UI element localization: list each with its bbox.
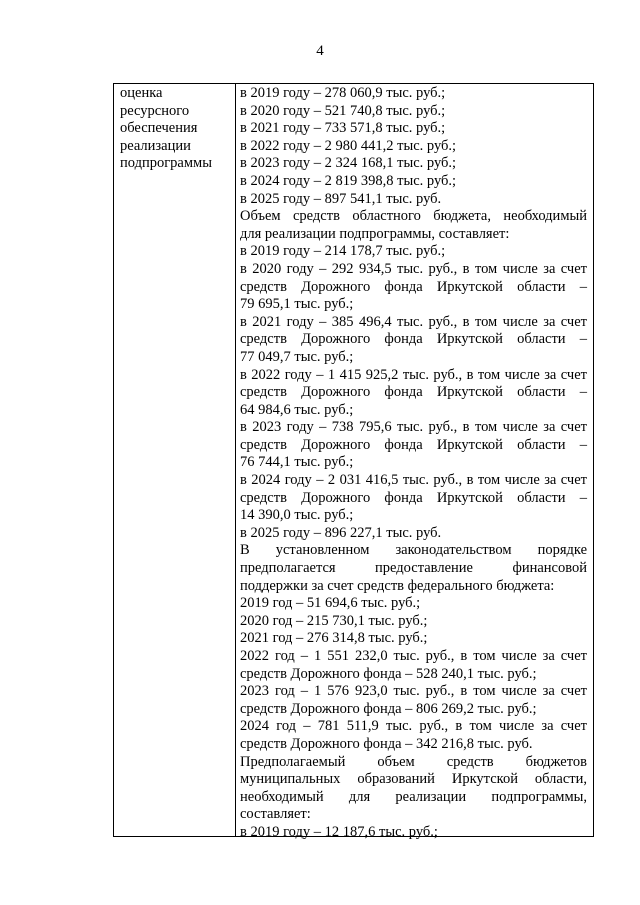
content-line: для реализации подпрограммы, составляет: <box>240 225 510 242</box>
label-line: обеспечения <box>120 120 198 137</box>
content-line: В установленном законодательством порядке <box>240 542 587 559</box>
content-line: в 2021 году – 385 496,4 тыс. руб., в том числе за счет <box>240 313 587 330</box>
content-line: в 2019 году – 12 187,6 тыс. руб.; <box>240 823 438 840</box>
content-line: в 2022 году – 2 980 441,2 тыс. руб.; <box>240 137 457 154</box>
content-line: в 2025 году – 896 227,1 тыс. руб. <box>240 524 442 541</box>
label-line: подпрограммы <box>120 155 212 172</box>
table-content-cell <box>240 85 587 842</box>
resource-table <box>113 83 594 840</box>
label-line: ресурсного <box>120 102 190 119</box>
content-line: 2020 год – 215 730,1 тыс. руб.; <box>240 612 428 629</box>
content-line: в 2024 году – 2 031 416,5 тыс. руб., в том числе за счет <box>240 472 587 489</box>
content-line: в 2019 году – 278 060,9 тыс. руб.; <box>240 85 446 101</box>
content-line: в 2019 году – 214 178,7 тыс. руб.; <box>240 243 446 260</box>
content-line: 2023 год – 1 576 923,0 тыс. руб., в том числе за счет <box>240 683 587 700</box>
content-line: необходимый для реализации подпрограммы, <box>240 788 587 805</box>
content-line: 77 049,7 тыс. руб.; <box>240 348 354 365</box>
content-line: поддержки за счет средств федерального бюджета: <box>240 577 555 594</box>
content-line: 14 390,0 тыс. руб.; <box>240 507 354 524</box>
label-line: оценка <box>120 85 163 101</box>
column-divider <box>235 84 236 836</box>
content-line: 64 984,6 тыс. руб.; <box>240 401 354 418</box>
content-line: предполагается предоставление финансовой <box>240 560 587 577</box>
content-line: муниципальных образований Иркутской области, <box>240 771 587 788</box>
content-line: в 2023 году – 738 795,6 тыс. руб., в том числе за счет <box>240 419 587 436</box>
page-number: 4 <box>316 43 324 59</box>
table-label-cell <box>120 85 232 173</box>
content-line: в 2020 году – 292 934,5 тыс. руб., в том числе за счет <box>240 260 587 277</box>
content-line: составляет: <box>240 806 311 823</box>
label-line: реализации <box>120 137 191 154</box>
content-line: в 2023 году – 2 324 168,1 тыс. руб.; <box>240 155 457 172</box>
content-line: 2024 год – 781 511,9 тыс. руб., в том числе за счет <box>240 718 587 735</box>
content-line: средств Дорожного фонда Иркутской области – <box>240 331 587 348</box>
content-line: 2019 год – 51 694,6 тыс. руб.; <box>240 595 421 612</box>
content-line: 2022 год – 1 551 232,0 тыс. руб., в том числе за счет <box>240 648 587 664</box>
content-line: средств Дорожного фонда Иркутской области – <box>240 489 587 506</box>
content-line: в 2022 году – 1 415 925,2 тыс. руб., в том числе за счет <box>240 366 587 383</box>
content-line: в 2024 году – 2 819 398,8 тыс. руб.; <box>240 172 457 189</box>
content-line: 2021 год – 276 314,8 тыс. руб.; <box>240 630 428 647</box>
content-line: средств Дорожного фонда – 528 240,1 тыс. руб.; <box>240 665 537 682</box>
content-line: средств Дорожного фонда Иркутской области – <box>240 436 587 453</box>
content-line: в 2020 году – 521 740,8 тыс. руб.; <box>240 102 446 119</box>
content-line: Предполагаемый объем средств бюджетов <box>240 753 587 770</box>
content-line: Объем средств областного бюджета, необходимый <box>240 208 587 225</box>
content-line: средств Дорожного фонда Иркутской области – <box>240 384 587 401</box>
content-line: средств Дорожного фонда – 342 216,8 тыс. руб. <box>240 735 533 752</box>
content-line: 76 744,1 тыс. руб.; <box>240 454 354 471</box>
content-line: в 2025 году – 897 541,1 тыс. руб. <box>240 190 442 207</box>
content-line: в 2021 году – 733 571,8 тыс. руб.; <box>240 120 446 137</box>
content-line: 79 695,1 тыс. руб.; <box>240 296 354 313</box>
content-line: средств Дорожного фонда – 806 269,2 тыс. руб.; <box>240 700 537 717</box>
content-line: средств Дорожного фонда Иркутской области – <box>240 278 587 295</box>
